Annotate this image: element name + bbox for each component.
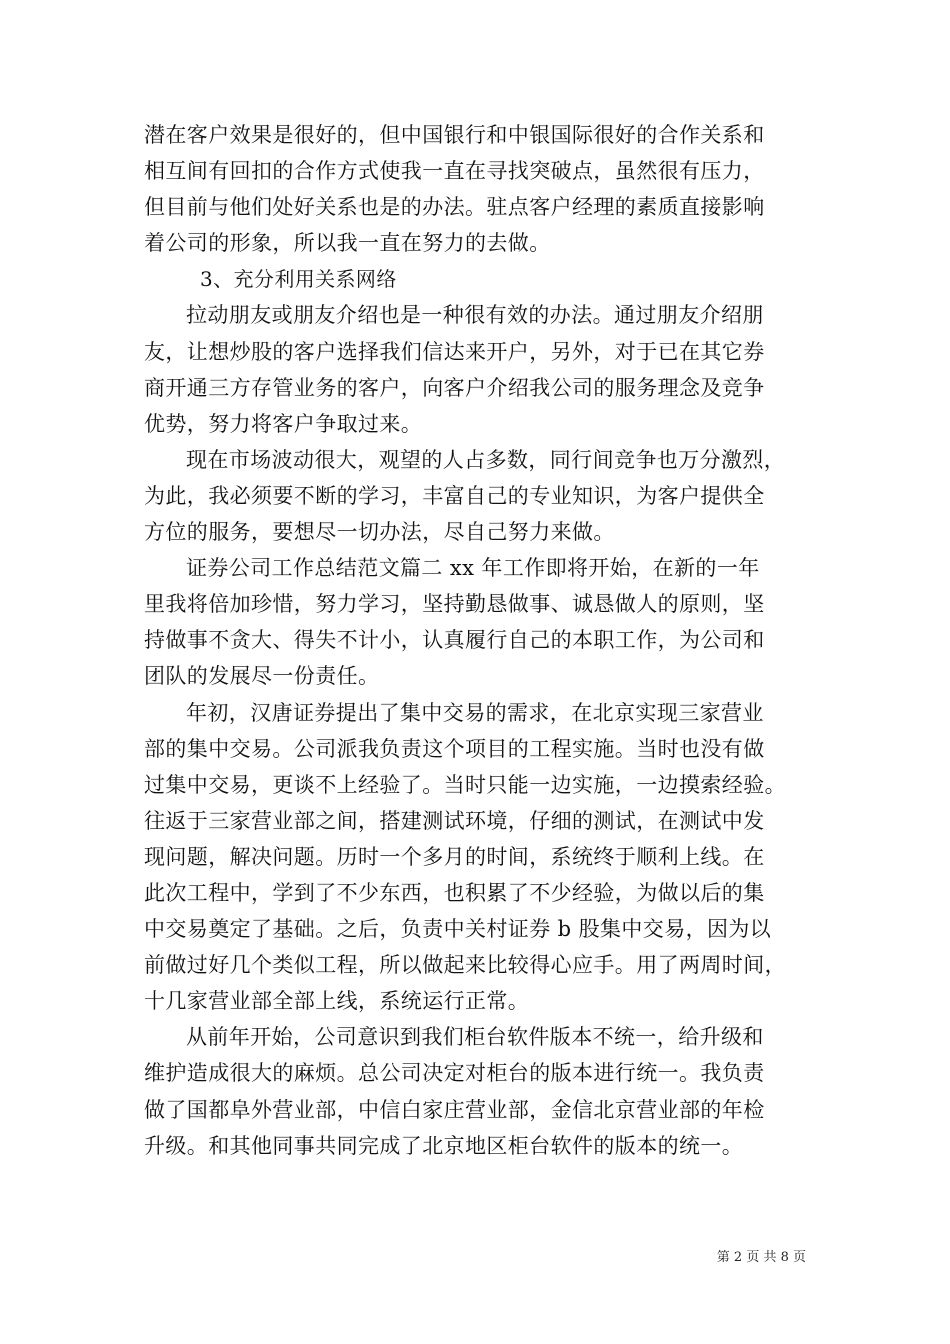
section-heading-3 xyxy=(144,261,816,297)
paragraph-client-effect xyxy=(144,117,816,261)
text-line: 证券公司工作总结范文篇二 xx 年工作即将开始，在新的一年 xyxy=(186,556,760,581)
text-line: 3、充分利用关系网络 xyxy=(200,267,397,292)
text-line: 里我将倍加珍惜，努力学习，坚持勤恳做事、诚恳做人的原则，坚 xyxy=(144,592,765,617)
text-line: 着公司的形象，所以我一直在努力的去做。 xyxy=(144,231,551,256)
document-body xyxy=(144,117,816,1164)
text-line: 升级。和其他同事共同完成了北京地区柜台软件的版本的统一。 xyxy=(144,1133,744,1158)
text-line: 现问题，解决问题。历时一个多月的时间，系统终于顺利上线。在 xyxy=(144,844,765,869)
text-line: 但目前与他们处好关系也是的办法。驻点客户经理的素质直接影响 xyxy=(144,195,765,220)
text-line: 中交易奠定了基础。之后，负责中关村证券 b 股集中交易，因为以 xyxy=(144,917,772,942)
text-line: 往返于三家营业部之间，搭建测试环境，仔细的测试，在测试中发 xyxy=(144,808,765,833)
text-line: 友，让想炒股的客户选择我们信达来开户，另外，对于已在其它券 xyxy=(144,339,765,364)
text-line: 部的集中交易。公司派我负责这个项目的工程实施。当时也没有做 xyxy=(144,736,765,761)
text-line: 方位的服务，要想尽一切办法，尽自己努力来做。 xyxy=(144,520,615,545)
paragraph-market xyxy=(144,442,816,550)
paragraph-summary-two xyxy=(144,550,816,694)
paragraph-network xyxy=(144,297,816,441)
paragraph-version-unification xyxy=(144,1019,816,1163)
text-line: 为此，我必须要不断的学习，丰富自己的专业知识，为客户提供全 xyxy=(144,483,765,508)
text-line: 十几家营业部全部上线，系统运行正常。 xyxy=(144,989,530,1014)
text-line: 维护造成很大的麻烦。总公司决定对柜台的版本进行统一。我负责 xyxy=(144,1061,765,1086)
page-number: 第 2 页 共 8 页 xyxy=(716,1250,806,1265)
text-line: 从前年开始，公司意识到我们柜台软件版本不统一，给升级和 xyxy=(186,1025,764,1050)
text-line: 相互间有回扣的合作方式使我一直在寻找突破点，虽然很有压力， xyxy=(144,159,765,184)
text-line: 前做过好几个类似工程，所以做起来比较得心应手。用了两周时间， xyxy=(144,953,786,978)
text-line: 潜在客户效果是很好的，但中国银行和中银国际很好的合作关系和 xyxy=(144,123,765,147)
text-line: 拉动朋友或朋友介绍也是一种很有效的办法。通过朋友介绍朋 xyxy=(186,303,764,328)
text-line: 做了国都阜外营业部，中信白家庄营业部，金信北京营业部的年检 xyxy=(144,1097,765,1122)
paragraph-centralized-trading xyxy=(144,695,816,1020)
text-line: 优势，努力将客户争取过来。 xyxy=(144,411,423,436)
text-line: 团队的发展尽一份责任。 xyxy=(144,664,380,689)
text-line: 此次工程中，学到了不少东西，也积累了不少经验，为做以后的集 xyxy=(144,880,765,905)
text-line: 现在市场波动很大，观望的人占多数，同行间竞争也万分激烈， xyxy=(186,447,786,472)
text-line: 年初，汉唐证券提出了集中交易的需求，在北京实现三家营业 xyxy=(186,700,764,725)
text-line: 过集中交易，更谈不上经验了。当时只能一边实施，一边摸索经验。 xyxy=(144,772,786,797)
text-line: 商开通三方存管业务的客户，向客户介绍我公司的服务理念及竞争 xyxy=(144,375,765,400)
text-line: 持做事不贪大、得失不计小，认真履行自己的本职工作，为公司和 xyxy=(144,628,765,653)
